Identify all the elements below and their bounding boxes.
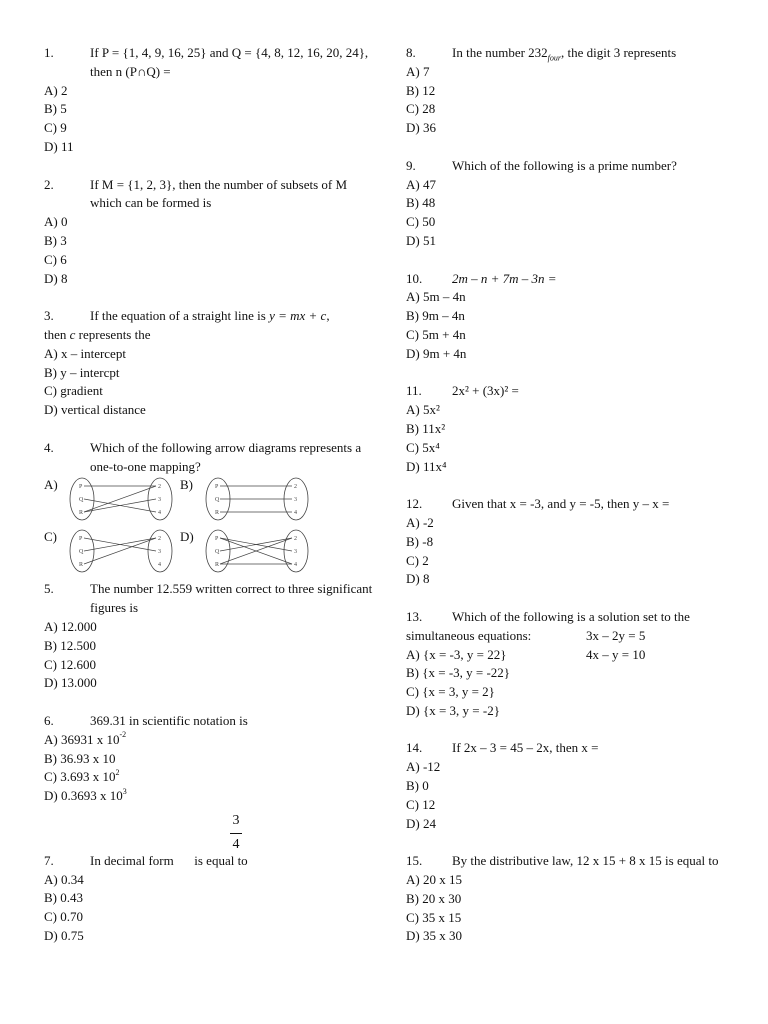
option-a: A) 2 bbox=[44, 82, 68, 98]
question-stem: By the distributive law, 12 x 15 + 8 x 15 is equal to bbox=[452, 853, 719, 869]
option-a bbox=[44, 731, 374, 750]
option-d: D) 24 bbox=[406, 815, 436, 831]
option-c: C) 6 bbox=[44, 251, 67, 267]
question-6 bbox=[44, 712, 374, 806]
question-text bbox=[406, 270, 736, 289]
option-b: B) 12 bbox=[406, 82, 436, 98]
codomain-label: 3 bbox=[158, 549, 161, 556]
question-2 bbox=[44, 176, 374, 289]
option-b: B) 5 bbox=[44, 101, 67, 117]
option-a bbox=[406, 646, 736, 665]
question-number: 3. bbox=[44, 308, 54, 324]
arrow-diagram-d bbox=[204, 528, 310, 574]
codomain-label: 2 bbox=[294, 536, 297, 543]
question-stem: If 2x – 3 = 45 – 2x, then x = bbox=[452, 740, 599, 756]
question-stem: 2x² + (3x)² = bbox=[452, 383, 519, 399]
question-13 bbox=[406, 608, 736, 721]
question-text bbox=[44, 580, 374, 618]
question-number: 12. bbox=[406, 496, 423, 512]
option-b: B) 11x² bbox=[406, 420, 446, 436]
option-a: A) 0 bbox=[44, 214, 68, 230]
option-a: A) 7 bbox=[406, 63, 430, 79]
question-stem-cont: simultaneous equations: bbox=[406, 627, 532, 643]
question-number: 11. bbox=[406, 383, 422, 399]
question-text bbox=[44, 712, 374, 731]
option-d: D) 8 bbox=[406, 571, 430, 587]
domain-label: P bbox=[215, 484, 219, 491]
exponent: -2 bbox=[119, 730, 127, 740]
option-c: C) 9 bbox=[44, 120, 67, 136]
option-c: C) 5m + 4n bbox=[406, 326, 466, 342]
question-text bbox=[406, 44, 736, 63]
option-c: C) 0.70 bbox=[44, 909, 83, 925]
domain-label: R bbox=[79, 510, 84, 517]
question-stem: In decimal form bbox=[90, 852, 177, 868]
question-stem: Which of the following is a solution set to the bbox=[452, 608, 690, 624]
text-fragment: represents the bbox=[75, 326, 151, 342]
question-1 bbox=[44, 44, 374, 157]
question-4 bbox=[44, 439, 374, 581]
codomain-label: 3 bbox=[294, 497, 297, 504]
option-b bbox=[44, 750, 374, 769]
question-11 bbox=[406, 382, 736, 476]
question-number: 10. bbox=[406, 270, 423, 286]
option-a: A) x – intercept bbox=[44, 345, 126, 361]
question-number: 5. bbox=[44, 581, 54, 597]
base-subscript: four bbox=[547, 53, 562, 63]
option-text: D) 0.3693 x 10 bbox=[44, 788, 123, 804]
domain-label: P bbox=[79, 484, 83, 491]
option-b: B) {x = -3, y = -22} bbox=[406, 665, 511, 681]
question-text bbox=[44, 852, 374, 871]
diagram-row-ab bbox=[44, 476, 374, 528]
option-b: B) y – intercpt bbox=[44, 364, 120, 380]
question-stem: If M = {1, 2, 3}, then the number of subsets of M which can be formed is bbox=[90, 176, 348, 211]
punctuation: , bbox=[326, 308, 330, 324]
option-a: A) -2 bbox=[406, 514, 434, 530]
option-b: B) 48 bbox=[406, 195, 436, 211]
question-number: 7. bbox=[44, 852, 54, 868]
domain-label: R bbox=[79, 562, 84, 569]
text-fragment: then bbox=[44, 326, 70, 342]
option-b: B) 20 x 30 bbox=[406, 890, 462, 906]
question-7 bbox=[44, 812, 374, 946]
question-15 bbox=[406, 852, 736, 946]
question-10 bbox=[406, 270, 736, 364]
variable-c: c bbox=[69, 326, 76, 342]
option-b: B) 12.500 bbox=[44, 637, 96, 653]
question-text bbox=[44, 307, 374, 326]
question-number: 15. bbox=[406, 853, 423, 869]
diagram-row-cd bbox=[44, 528, 374, 580]
codomain-label: 3 bbox=[294, 549, 297, 556]
line-equation: y = mx + c bbox=[269, 308, 327, 324]
option-d: D) 11x⁴ bbox=[406, 458, 447, 474]
option-c: C) 28 bbox=[406, 101, 436, 117]
question-8 bbox=[406, 44, 736, 138]
question-text bbox=[44, 439, 374, 477]
question-stem: The number 12.559 written correct to three significant figures is bbox=[90, 581, 373, 616]
question-text bbox=[44, 176, 374, 214]
option-c bbox=[44, 768, 374, 787]
option-d: D) 35 x 30 bbox=[406, 928, 462, 944]
option-b: B) -8 bbox=[406, 533, 434, 549]
fraction-denominator: 4 bbox=[232, 836, 240, 852]
option-b: B) 3 bbox=[44, 232, 67, 248]
question-stem: In the number 232 bbox=[452, 45, 548, 60]
question-text bbox=[406, 852, 736, 871]
domain-label: P bbox=[79, 536, 83, 543]
question-stem: If the equation of a straight line is bbox=[90, 308, 270, 324]
exponent: 2 bbox=[115, 767, 120, 777]
question-stem: 2m – n + 7m – 3n = bbox=[452, 270, 557, 286]
option-d: D) 51 bbox=[406, 232, 436, 248]
question-stem: 369.31 in scientific notation is bbox=[90, 712, 248, 728]
option-a: A) 5m – 4n bbox=[406, 289, 466, 305]
option-d: D) 13.000 bbox=[44, 675, 97, 691]
option-c: C) 12.600 bbox=[44, 656, 96, 672]
question-5 bbox=[44, 580, 374, 693]
question-number: 14. bbox=[406, 740, 423, 756]
option-c: C) 5x⁴ bbox=[406, 439, 440, 455]
question-stem-end: , the digit 3 represents bbox=[561, 45, 677, 60]
arrow-diagram-c bbox=[68, 528, 174, 574]
option-b: B) 9m – 4n bbox=[406, 308, 465, 324]
option-a: A) 47 bbox=[406, 176, 436, 192]
question-text bbox=[44, 44, 374, 82]
option-a: A) 12.000 bbox=[44, 618, 97, 634]
equation-2: 4x – y = 10 bbox=[586, 646, 646, 662]
codomain-label: 4 bbox=[158, 562, 161, 569]
option-d: D) 36 bbox=[406, 120, 436, 136]
option-b: B) 0 bbox=[406, 778, 429, 794]
option-c-label: C) bbox=[44, 529, 57, 545]
domain-label: Q bbox=[79, 497, 84, 504]
option-b: B) 0.43 bbox=[44, 890, 83, 906]
domain-label: Q bbox=[215, 549, 220, 556]
option-c: C) 12 bbox=[406, 796, 436, 812]
option-a-label: A) bbox=[44, 477, 58, 493]
question-text bbox=[406, 382, 736, 401]
question-14 bbox=[406, 739, 736, 833]
option-c: C) {x = 3, y = 2} bbox=[406, 684, 495, 700]
equation-1: 3x – 2y = 5 bbox=[586, 627, 646, 643]
left-column bbox=[44, 44, 374, 946]
question-line-2 bbox=[44, 326, 374, 345]
domain-label: R bbox=[215, 562, 220, 569]
codomain-label: 4 bbox=[294, 562, 297, 569]
question-9 bbox=[406, 157, 736, 251]
option-text: B) 36.93 x 10 bbox=[44, 750, 116, 766]
arrow-diagram-a bbox=[68, 476, 174, 522]
option-a: A) 20 x 15 bbox=[406, 872, 462, 888]
question-text bbox=[406, 739, 736, 758]
codomain-label: 2 bbox=[294, 484, 297, 491]
option-c: C) gradient bbox=[44, 383, 103, 399]
option-d: D) 8 bbox=[44, 270, 68, 286]
codomain-label: 2 bbox=[158, 484, 161, 491]
question-number: 1. bbox=[44, 45, 54, 60]
domain-label: P bbox=[215, 536, 219, 543]
option-c: C) 50 bbox=[406, 214, 436, 230]
question-stem: Which of the following arrow diagrams represents a one-to-one mapping? bbox=[90, 439, 362, 474]
question-number: 2. bbox=[44, 176, 54, 192]
right-column bbox=[406, 44, 736, 946]
question-stem: Which of the following is a prime number? bbox=[452, 157, 677, 173]
option-text: C) 3.693 x 10 bbox=[44, 769, 116, 785]
option-d: D) 9m + 4n bbox=[406, 345, 467, 361]
option-text: A) 36931 x 10 bbox=[44, 731, 120, 747]
question-stem-end: is equal to bbox=[191, 852, 248, 868]
question-number: 4. bbox=[44, 439, 54, 455]
domain-label: R bbox=[215, 510, 220, 517]
question-stem: Given that x = -3, and y = -5, then y – x = bbox=[452, 496, 670, 512]
option-d: D) vertical distance bbox=[44, 402, 146, 418]
option-c: C) 35 x 15 bbox=[406, 909, 462, 925]
option-d: D) 11 bbox=[44, 138, 74, 154]
codomain-label: 3 bbox=[158, 497, 161, 504]
domain-label: Q bbox=[79, 549, 84, 556]
question-text bbox=[406, 608, 736, 627]
question-line-2 bbox=[406, 627, 736, 646]
question-12 bbox=[406, 495, 736, 589]
exponent: 3 bbox=[122, 786, 127, 796]
domain-label: Q bbox=[215, 497, 220, 504]
option-c: C) 2 bbox=[406, 552, 429, 568]
codomain-label: 4 bbox=[158, 510, 161, 517]
option-d-label: D) bbox=[180, 529, 194, 545]
question-text bbox=[406, 495, 736, 514]
option-b-label: B) bbox=[180, 477, 193, 493]
option-d: D) 0.75 bbox=[44, 928, 84, 944]
question-number: 8. bbox=[406, 45, 416, 60]
option-text: A) {x = -3, y = 22} bbox=[406, 646, 507, 662]
codomain-label: 4 bbox=[294, 510, 297, 517]
question-number: 6. bbox=[44, 712, 54, 728]
question-3 bbox=[44, 307, 374, 420]
option-d bbox=[44, 787, 374, 806]
option-a: A) 5x² bbox=[406, 402, 440, 418]
codomain-label: 2 bbox=[158, 536, 161, 543]
question-stem: If P = {1, 4, 9, 16, 25} and Q = {4, 8, 12, 16, 20, 24}, then n (P∩Q) = bbox=[90, 45, 369, 79]
option-d: D) {x = 3, y = -2} bbox=[406, 702, 500, 718]
fraction-numerator: 3 bbox=[232, 812, 240, 828]
option-a: A) 0.34 bbox=[44, 871, 84, 887]
option-a: A) -12 bbox=[406, 759, 441, 775]
arrow-diagram-b bbox=[204, 476, 310, 522]
question-text bbox=[406, 157, 736, 176]
question-number: 13. bbox=[406, 608, 423, 624]
question-number: 9. bbox=[406, 157, 416, 173]
fraction-three-quarters bbox=[230, 812, 242, 855]
